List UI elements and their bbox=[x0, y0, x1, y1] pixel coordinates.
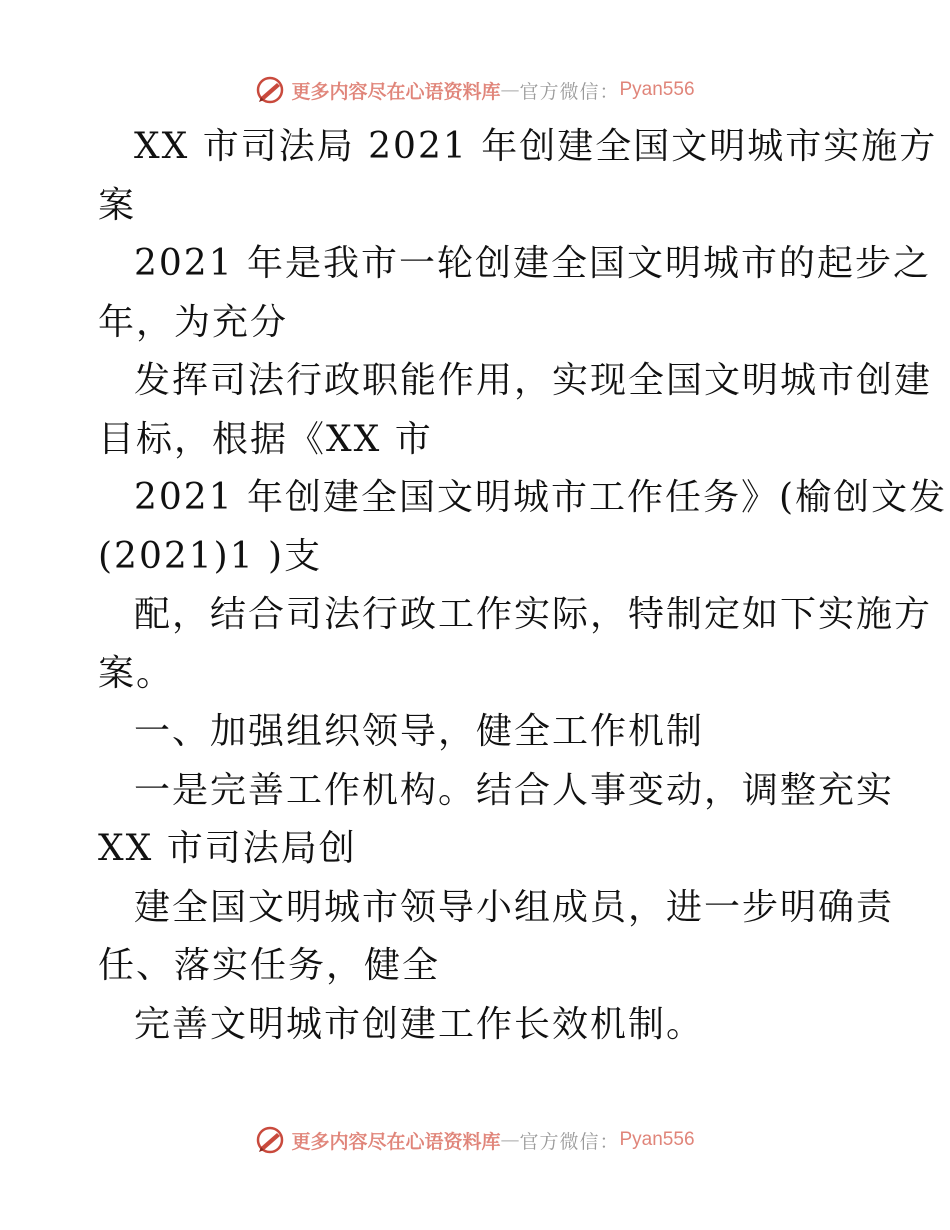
header-banner bbox=[0, 70, 950, 110]
banner-official-label: 官方微信： bbox=[519, 80, 620, 103]
document-line: 一是完善工作机构。结合人事变动，调整充实 bbox=[134, 769, 895, 811]
banner-official-label: 官方微信： bbox=[519, 1130, 620, 1153]
banner-dash: — bbox=[500, 79, 520, 101]
document-line: 年，为充分 bbox=[98, 301, 289, 343]
document-line: 案 bbox=[98, 184, 137, 226]
document-line: 2021 年创建全国文明城市工作任务》(榆创文发 bbox=[134, 477, 948, 518]
document-line: 目标，根据《XX 市 bbox=[98, 418, 433, 460]
document-line: 任、落实任务，健全 bbox=[98, 945, 441, 986]
banner-dash: — bbox=[500, 1129, 520, 1151]
document-line: XX 市司法局 2021 年创建全国文明城市实施方 bbox=[134, 126, 938, 167]
footer-banner bbox=[0, 1120, 950, 1160]
document-body bbox=[98, 118, 948, 1054]
pen-logo-icon bbox=[255, 75, 285, 105]
pen-logo-icon bbox=[255, 1125, 285, 1155]
document-line: 发挥司法行政职能作用，实现全国文明城市创建 bbox=[134, 360, 933, 401]
document-line: 配，结合司法行政工作实际，特制定如下实施方 bbox=[134, 594, 933, 635]
document-line: XX 市司法局创 bbox=[98, 828, 357, 869]
document-line: 完善文明城市创建工作长效机制。 bbox=[134, 1003, 705, 1045]
document-line: 一、加强组织领导，健全工作机制 bbox=[134, 711, 705, 752]
banner-wechat-id: Pyan556 bbox=[619, 1129, 695, 1150]
banner-title: 更多内容尽在心语资料库 bbox=[291, 1130, 501, 1153]
banner-wechat-id: Pyan556 bbox=[619, 79, 695, 100]
document-line: 建全国文明城市领导小组成员，进一步明确责 bbox=[134, 886, 895, 928]
document-line: 案。 bbox=[98, 652, 175, 694]
document-line: (2021)1 )支 bbox=[98, 535, 323, 577]
banner-title: 更多内容尽在心语资料库 bbox=[291, 80, 501, 103]
document-line: 2021 年是我市一轮创建全国文明城市的起步之 bbox=[134, 243, 932, 284]
